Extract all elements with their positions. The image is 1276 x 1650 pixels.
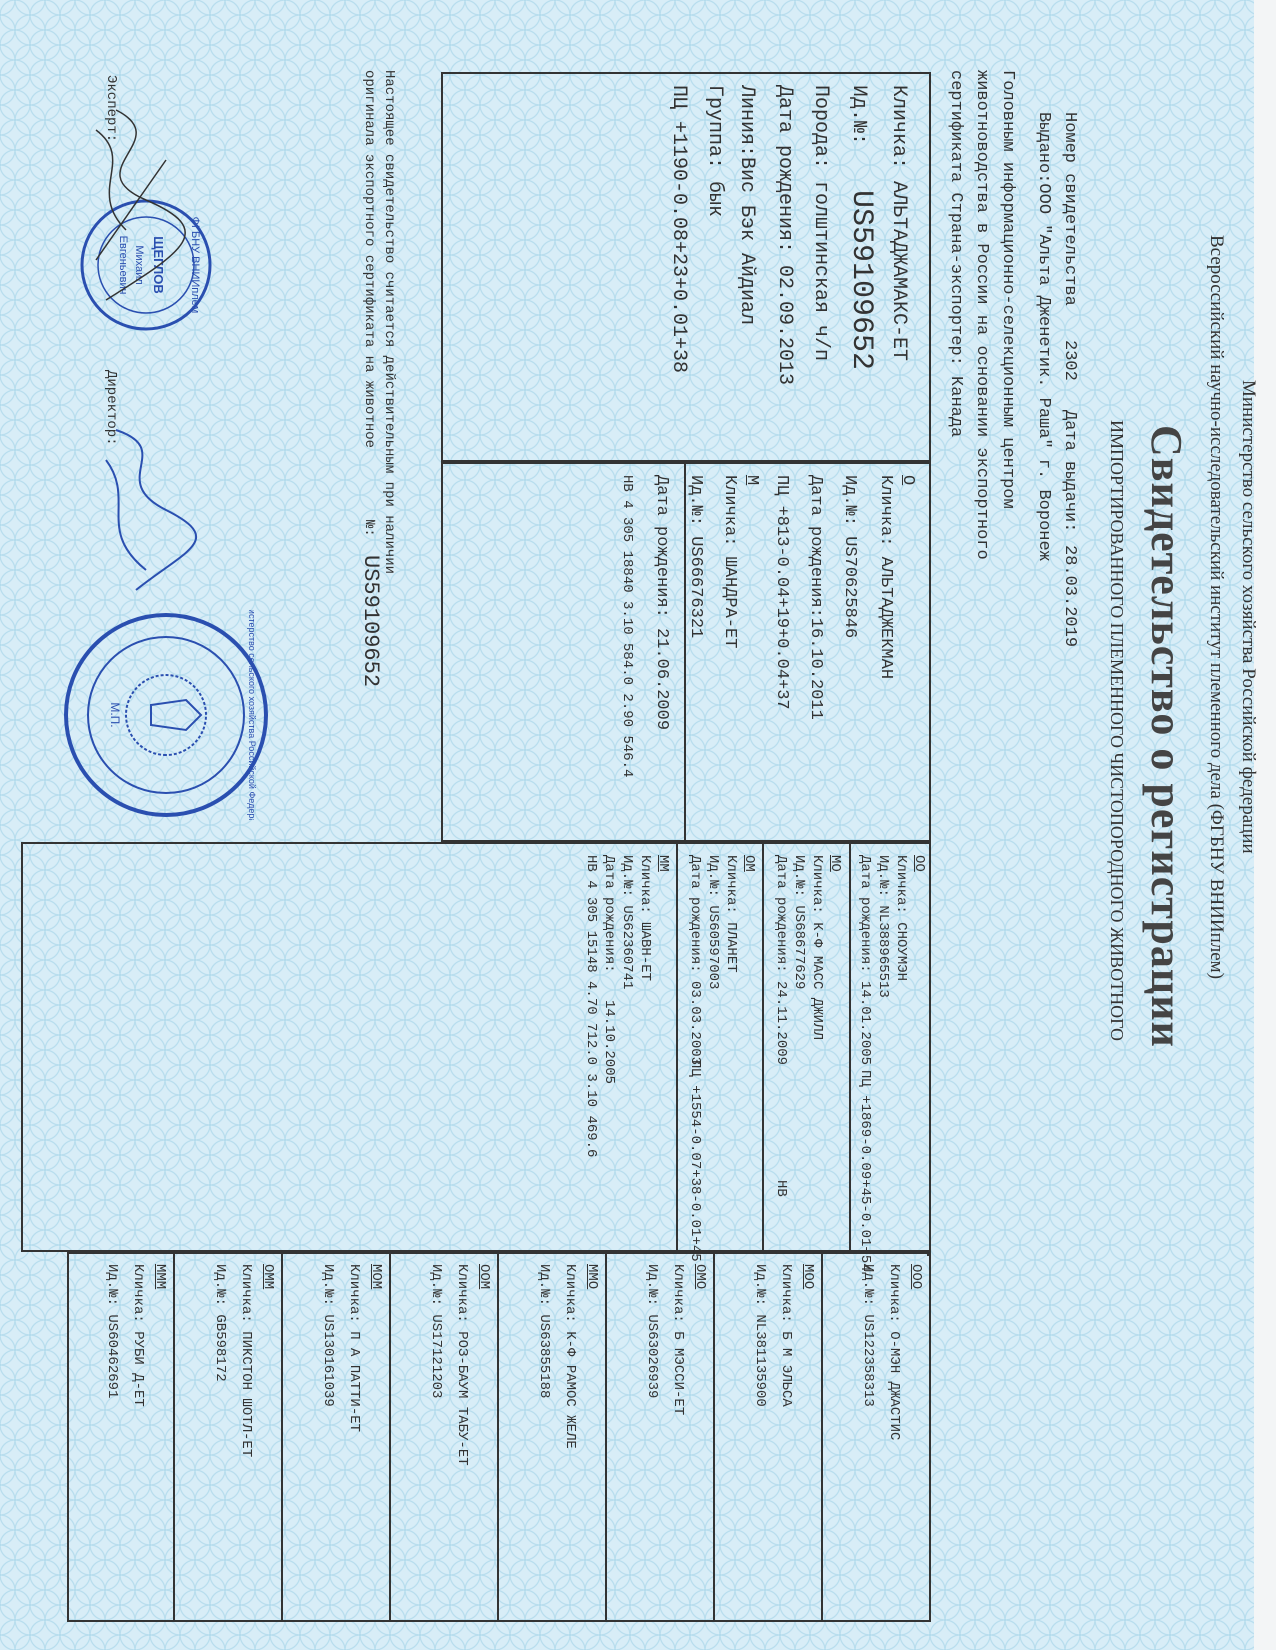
animal-id: US59109652: [844, 190, 878, 371]
ggp-code: МОМ: [368, 1264, 384, 1290]
issue-date-label: Дата выдачи:: [1060, 410, 1079, 533]
ggp-divider: [713, 1252, 715, 1622]
animal-breed: Порода: голштинская ч/п: [809, 85, 832, 362]
gp-om-birth: Дата рождения: 03.03.2003: [687, 855, 703, 1066]
center-line-1: Головным информационно-селекционным центром: [998, 70, 1017, 509]
gp-divider-3: [676, 842, 678, 1252]
gp-mm-birth-label: Дата рождения:: [601, 855, 617, 973]
gp-oo-birth: Дата рождения: 14.01.2005: [857, 855, 873, 1066]
center-line-2: животноводства в России на основании экспортного: [972, 70, 991, 560]
animal-id-label: Ид.№:: [847, 85, 870, 146]
expert-stamp-org: ФГБНУ ВНИИплем: [189, 216, 201, 314]
ggp-id: Ид.№: NL381135900: [752, 1264, 768, 1407]
issue-date: 28.03.2019: [1060, 545, 1079, 648]
footer-number-label: №:: [361, 520, 377, 537]
ggp-code: ОМО: [692, 1264, 708, 1290]
great-grandparents-box: [67, 1252, 931, 1622]
validity-line-2: оригинала экспортного сертификата на животное: [361, 70, 377, 449]
animal-group: Группа: бык: [703, 85, 726, 218]
ggp-code: ООМ: [476, 1264, 492, 1290]
ggp-id: Ид.№: US63855188: [536, 1264, 552, 1399]
ggp-code: МОО: [800, 1264, 816, 1290]
ggp-code: ООО: [908, 1264, 924, 1290]
animal-name: Кличка: АЛЬТАДЖАМАКС-ЕТ: [887, 85, 910, 362]
ggp-id: Ид.№: US60462691: [104, 1264, 120, 1399]
ggp-divider: [497, 1252, 499, 1622]
ggp-id: Ид.№: GB598172: [212, 1264, 228, 1382]
gp-divider-2: [762, 842, 764, 1252]
gp-oo-pc: ПЦ +1869-0.09+45-0.01+54: [857, 1070, 873, 1272]
certificate-number-label: Номер свидетельства: [1060, 112, 1079, 306]
validity-line-1: Настоящее свидетельство считается действительным при наличии: [381, 70, 397, 575]
ggp-divider: [281, 1252, 283, 1622]
father-pc: ПЦ +813-0.04+19+0.04+37: [772, 475, 791, 710]
gp-mm-hb: НВ 4 305 15148 4.70 712.0 3.10 469.6: [583, 855, 599, 1158]
gp-mm-name: Кличка: ШАВН-ЕТ: [637, 855, 653, 982]
issued-to: Выдано:ООО "Альта Дженетик. Раша" г. Воронеж: [1034, 112, 1053, 561]
expert-stamp-name-3: Евгеньевич: [117, 235, 129, 295]
director-label: Директор:: [103, 370, 119, 446]
father-name: Кличка: АЛЬТАДЖЕКМАН: [876, 475, 895, 680]
ggp-divider: [173, 1252, 175, 1622]
gp-oo-id: Ид.№: NL388965513: [875, 855, 891, 998]
gp-mo-code: МО: [827, 855, 843, 872]
footer-number: US59109652: [358, 555, 383, 688]
mother-birth: Дата рождения: 21.06.2009: [652, 475, 671, 731]
official-seal: [61, 610, 271, 820]
institute-title: Всероссийский научно-исследовательский институт племенного дела (ФГБНУ ВНИИплем): [1206, 235, 1227, 980]
gp-mm-code: ММ: [655, 855, 671, 872]
ggp-id: Ид.№: US122358313: [860, 1264, 876, 1407]
gp-mo-birth: Дата рождения: 24.11.2009: [773, 855, 789, 1066]
father-code: О: [898, 475, 917, 486]
page-title: Свидетельство о регистрации: [1142, 425, 1191, 1048]
center-line-3: сертификата Страна-экспортер: Канада: [946, 70, 965, 438]
ggp-name: Кличка: РУБИ Д-ЕТ: [130, 1264, 146, 1407]
animal-line: Линия:Вис Бэк Айдиал: [735, 85, 758, 326]
ggp-name: Кличка: Б МЭССИ-ЕТ: [670, 1264, 686, 1416]
gp-mm-id: Ид.№: US62360741: [619, 855, 635, 990]
ggp-name: Кличка: К-Ф РАМОС ЖЕЛЕ: [562, 1264, 578, 1449]
mother-id: Ид.№: US66676321: [686, 475, 705, 639]
gp-mo-hb: НВ: [773, 1180, 789, 1197]
gp-mo-id: Ид.№: US68677629: [791, 855, 807, 990]
ggp-divider: [821, 1252, 823, 1622]
gp-om-pc: ПЦ +1554-0.07+38-0.01+45: [687, 1060, 703, 1262]
ggp-name: Кличка: ПИКСТОН ШОТЛ-ЕТ: [238, 1264, 254, 1458]
mother-name: Кличка: ШАНДРА-ЕТ: [720, 475, 739, 649]
gp-om-name: Кличка: ПЛАНЕТ: [723, 855, 739, 973]
certificate-number: 2302: [1060, 340, 1079, 381]
ggp-divider: [605, 1252, 607, 1622]
ggp-divider: [389, 1252, 391, 1622]
mother-hb: НВ 4 305 18840 3.10 584.0 2.90 546.4: [619, 475, 635, 778]
page-subtitle: ИМПОРТИРОВАННОГО ПЛЕМЕННОГО ЧИСТОПОРОДНОГО ЖИВОТНОГО: [1107, 420, 1127, 1042]
ggp-name: Кличка: Б М ЭЛЬСА: [778, 1264, 794, 1407]
ggp-id: Ид.№: US17121203: [428, 1264, 444, 1399]
gp-mo-name: Кличка: К-Ф МАСС ДЖИЛЛ: [809, 855, 825, 1040]
expert-signature: [66, 100, 196, 320]
ggp-name: Кличка: РОЗ-БАУМ ТАБУ-ЕТ: [454, 1264, 470, 1466]
ministry-title: Министерство сельского хозяйства Российской федерации: [1238, 380, 1259, 854]
ggp-code: ОММ: [260, 1264, 276, 1290]
ggp-id: Ид.№: US130161039: [320, 1264, 336, 1407]
ggp-name: Кличка: О-МЭН ДЖАСТИС: [886, 1264, 902, 1441]
ggp-id: Ид.№: US63026939: [644, 1264, 660, 1399]
expert-stamp-name-2: Михаил: [133, 245, 145, 285]
ggp-code: ММО: [584, 1264, 600, 1290]
mother-code: М: [742, 475, 761, 486]
expert-label: Эксперт:: [103, 75, 119, 143]
seal-org: Министерство сельского хозяйства Российской Федерации: [247, 610, 257, 820]
father-birth: Дата рождения:16.10.2011: [806, 475, 825, 720]
ggp-code: МММ: [152, 1264, 168, 1290]
father-id: Ид.№: US70625846: [840, 475, 859, 639]
animal-pc: ПЦ +1190-0.08+23+0.01+38: [667, 85, 690, 374]
ggp-name: Кличка: П А ПАТТИ-ЕТ: [346, 1264, 362, 1433]
animal-birth: Дата рождения: 02.09.2013: [773, 85, 796, 386]
gp-oo-code: ОО: [911, 855, 927, 872]
gp-divider-1: [849, 842, 851, 1252]
expert-stamp-name-1: ЩЕГЛОВ: [151, 236, 166, 294]
director-signature: [86, 420, 206, 600]
gp-mm-birth: 14.10.2005: [601, 1000, 617, 1085]
gp-om-code: ОМ: [741, 855, 757, 872]
gp-oo-name: Кличка: СНОУМЭН: [893, 855, 909, 982]
gp-om-id: Ид.№: US60597003: [705, 855, 721, 990]
seal-mp: М.П.: [108, 702, 122, 728]
